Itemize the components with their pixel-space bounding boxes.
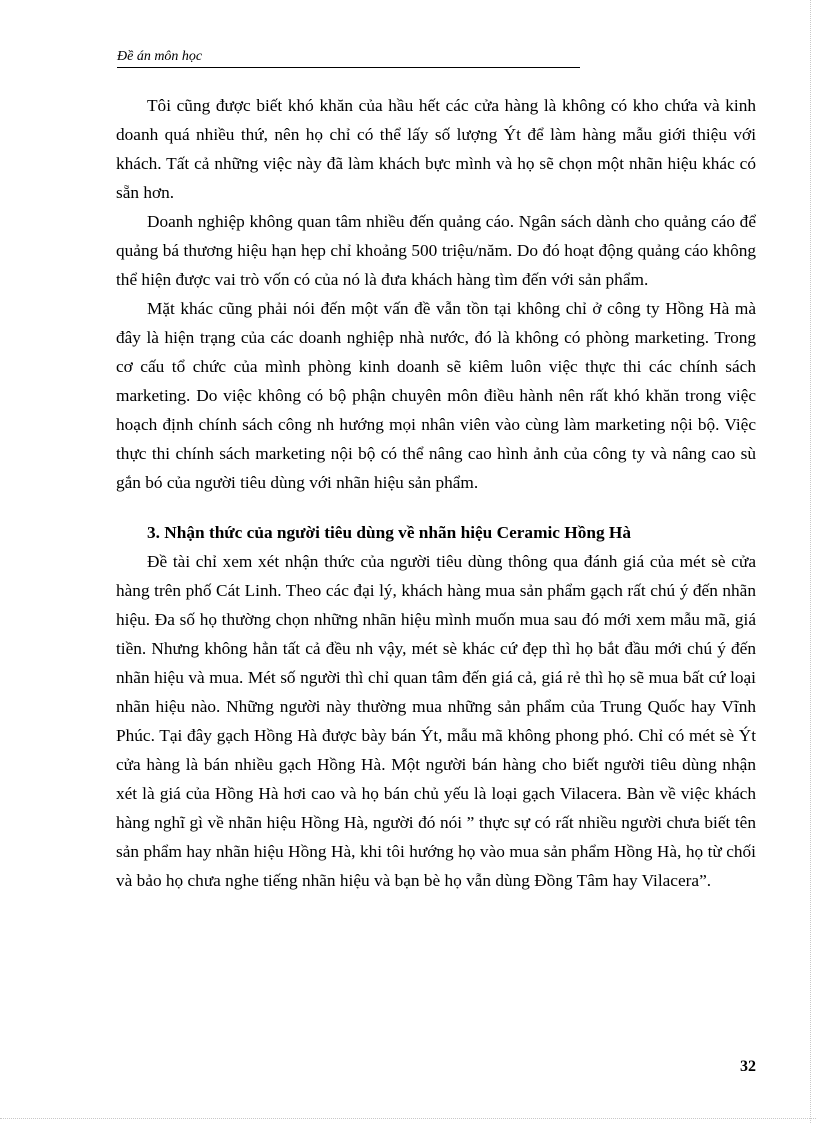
page-edge-right <box>810 0 811 1123</box>
header-title: Đề án môn học <box>117 49 203 64</box>
body-paragraph: Doanh nghiệp không quan tâm nhiều đến quảng cáo. Ngân sách dành cho quảng cáo để quảng bá thương hiệu hạn hẹp chỉ khoảng 500 triệu/năm. Do đó hoạt động quảng cáo không thể hiện được vai trò vốn có của nó là đưa khách hàng tìm đến với sản phẩm. <box>116 212 756 289</box>
section-paragraph: Đề tài chỉ xem xét nhận thức của người tiêu dùng thông qua đánh giá của mét sè cửa hàng trên phố Cát Linh. Theo các đại lý, khách hàng mua sản phẩm gạch rất chú ý đến nhãn hiệu. Đa số họ thường chọn những nhãn hiệu mình muốn mua sau đó mới xem mẫu mã, giá tiền. Nhưng không hẳn tất cả đều nh vậy, mét sè khác cứ đẹp thì họ bắt đầu mới chú ý đến nhãn hiệu và mua. Mét số người thì chỉ quan tâm đến giá cả, giá rẻ thì họ sẽ mua bất cứ loại nhãn hiệu nào. Những người này thường mua những sản phẩm của Trung Quốc hay Vĩnh Phúc. Tại đây gạch Hồng Hà được bày bán Ýt, mẫu mã không phong phó. Chỉ có mét sè Ýt cửa hàng là bán nhiều gạch Hồng Hà. Một người bán hàng cho biết người tiêu dùng nhận xét là giá của Hồng Hà hơi cao và họ bán chủ yếu là loại gạch Vilacera. Bàn về việc khách hàng nghĩ gì về nhãn hiệu Hồng Hà, người đó nói ” thực sự có rất nhiều người chưa biết tên sản phẩm hay nhãn hiệu Hồng Hà, khi tôi hướng họ vào mua sản phẩm Hồng Hà, họ từ chối và bảo họ chưa nghe tiếng nhãn hiệu và bạn bè họ vẫn dùng Đồng Tâm hay Vilacera”. <box>116 552 756 890</box>
section-heading: 3. Nhận thức của người tiêu dùng về nhãn hiệu Ceramic Hồng Hà <box>147 523 632 542</box>
page-edge-bottom <box>0 1118 816 1119</box>
document-body <box>116 91 756 895</box>
page-number: 32 <box>740 1058 756 1075</box>
running-header <box>117 49 580 68</box>
body-paragraph: Mặt khác cũng phải nói đến một vấn đề vẫn tồn tại không chỉ ở công ty Hồng Hà mà đây là hiện trạng của các doanh nghiệp nhà nước, đó là không có phòng marketing. Trong cơ cấu tổ chức của mình phòng kinh doanh sẽ kiêm luôn việc thực thi các chính sách marketing. Do việc không có bộ phận chuyên môn điều hành nên rất khó khăn trong việc hoạch định chính sách công nh hướng mọi nhân viên vào cùng làm marketing nội bộ. Việc thực thi chính sách marketing nội bộ có thể nâng cao hình ảnh của công ty và nâng cao sù gắn bó của người tiêu dùng với nhãn hiệu sản phẩm. <box>116 299 756 492</box>
body-paragraph: Tôi cũng được biết khó khăn của hầu hết các cửa hàng là không có kho chứa và kinh doanh quá nhiều thứ, nên họ chỉ có thể lấy số lượng Ýt để làm hàng mẫu giới thiệu với khách. Tất cả những việc này đã làm khách bực mình và họ sẽ chọn một nhãn hiệu khác có sẵn hơn. <box>116 96 756 202</box>
